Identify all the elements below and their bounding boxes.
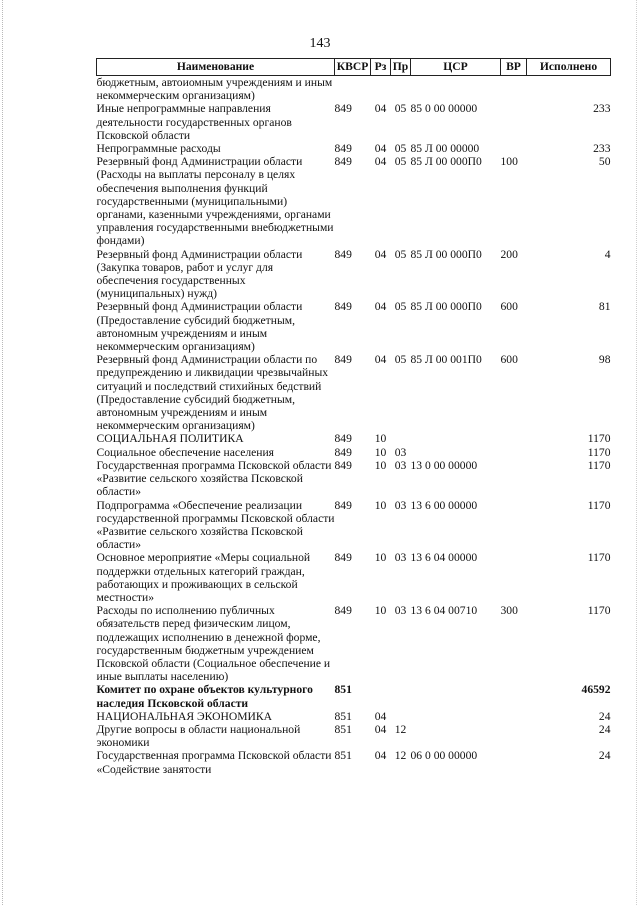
cell-name: Резервный фонд Администрации области (Предоставление субсидий бюджетным, автономным учреждениям и иным некоммерческим организациям) [96,300,303,354]
cell-done: 81 [598,300,611,314]
cell-done [527,76,611,103]
table-row [97,683,611,709]
cell-vr [501,551,527,604]
cell-rz: 04 [374,722,387,736]
table-row [97,248,611,301]
header-name: Наименование [97,59,335,76]
cell-csr: 85 Л 00 000П0 [410,247,482,261]
cell-vr [501,432,527,445]
cell-pr: 12 [394,749,407,763]
cell-name: СОЦИАЛЬНАЯ ПОЛИТИКА [96,432,244,446]
cell-done: 233 [593,102,611,116]
cell-kvsr: 849 [334,551,352,565]
cell-pr: 05 [394,300,407,314]
cell-done: 1170 [587,498,611,512]
cell-pr: 05 [394,155,407,169]
cell-name: Основное мероприятие «Меры социальной поддержки отдельных категорий граждан, работающих и проживающих в сельской местности» [96,551,311,604]
table-row [97,710,611,723]
cell-done: 24 [598,749,611,763]
cell-name: Непрограммные расходы [96,142,221,156]
cell-name: Комитет по охране объектов культурного наследия Псковской области [96,683,313,710]
cell-name: Иные непрограммные направления деятельности государственных органов Псковской области [96,102,292,142]
cell-kvsr [335,76,371,103]
cell-kvsr: 849 [334,445,352,459]
cell-csr [411,710,501,723]
cell-pr: 05 [394,142,407,156]
cell-rz: 10 [374,498,387,512]
cell-vr: 600 [500,300,518,314]
cell-csr [411,76,501,103]
cell-kvsr: 849 [334,498,352,512]
cell-vr [501,76,527,103]
cell-csr: 13 6 00 00000 [410,498,478,512]
cell-rz: 10 [374,445,387,459]
cell-kvsr: 849 [334,353,352,367]
cell-done: 1170 [587,432,611,446]
table-row [97,300,611,353]
cell-name: НАЦИОНАЛЬНАЯ ЭКОНОМИКА [96,709,273,723]
cell-rz: 04 [374,155,387,169]
cell-rz [371,683,391,709]
cell-vr [501,499,527,552]
cell-csr: 85 0 00 00000 [410,102,478,116]
cell-name: Государственная программа Псковской области «Содействие занятости [96,749,332,776]
table-body [97,76,611,776]
cell-rz: 10 [374,458,387,472]
cell-done: 46592 [581,683,611,697]
cell-csr [411,723,501,749]
cell-done: 4 [604,247,611,261]
cell-rz: 10 [374,432,387,446]
cell-vr [501,459,527,499]
cell-rz: 04 [374,709,387,723]
cell-vr [501,446,527,459]
cell-done: 50 [598,155,611,169]
cell-kvsr: 849 [334,432,352,446]
table-row [97,723,611,749]
cell-kvsr: 851 [334,683,352,697]
cell-pr [391,432,411,445]
cell-done: 24 [598,722,611,736]
cell-rz: 10 [374,604,387,618]
cell-rz: 04 [374,102,387,116]
table-row [97,353,611,432]
cell-pr [391,710,411,723]
cell-rz: 10 [374,551,387,565]
cell-rz: 04 [374,300,387,314]
cell-name: Резервный фонд Администрации области (Расходы на выплаты персоналу в целях обеспечения выполнения функций государственными (муниципальными) органами, казенными учреждениями, органами управления государственными внебюджетными фондами) [96,155,334,248]
cell-kvsr: 849 [334,155,352,169]
cell-csr: 85 Л 00 00000 [410,142,480,156]
cell-rz [371,76,391,103]
cell-name: Резервный фонд Администрации области по предупреждению и ликвидации чрезвычайных ситуаций и последствий стихийных бедствий (Предоставление субсидий бюджетным, автономным учреждениям и иным некоммерческим организациям) [96,353,329,433]
cell-done: 233 [593,142,611,156]
cell-pr: 03 [394,551,407,565]
cell-vr [501,102,527,142]
table-row [97,499,611,552]
cell-kvsr: 851 [334,722,352,736]
table-row [97,459,611,499]
cell-vr [501,710,527,723]
cell-rz: 04 [374,247,387,261]
cell-done: 1170 [587,551,611,565]
budget-table [96,58,611,776]
cell-csr: 13 0 00 00000 [410,458,478,472]
cell-done: 1170 [587,445,611,459]
table-row [97,432,611,445]
table-row [97,604,611,683]
table-row [97,142,611,155]
cell-rz: 04 [374,353,387,367]
cell-kvsr: 849 [334,458,352,472]
table-row [97,155,611,247]
header-rz: Рз [371,59,391,76]
header-done: Исполнено [527,59,611,76]
scan-edge-left [2,0,4,905]
cell-pr: 05 [394,247,407,261]
cell-pr: 03 [394,498,407,512]
cell-vr [501,683,527,709]
header-csr: ЦСР [411,59,501,76]
cell-pr [391,683,411,709]
cell-name: Расходы по исполнению публичных обязательств перед физическим лицом, подлежащих исполнению в денежной форме, государственным бюджетным учреждением Псковской области (Социальное обеспечение и иные выплаты населению) [96,604,331,684]
cell-csr: 85 Л 00 001П0 [410,353,482,367]
cell-pr: 03 [394,445,407,459]
cell-name: Другие вопросы в области национальной экономики [96,722,301,750]
cell-pr: 03 [394,458,407,472]
table-row [97,102,611,142]
cell-kvsr: 849 [334,102,352,116]
cell-kvsr: 851 [334,709,352,723]
cell-done: 1170 [587,458,611,472]
cell-csr: 06 0 00 00000 [410,749,478,763]
cell-csr: 13 6 04 00000 [410,551,478,565]
table-row [97,551,611,604]
cell-csr [411,446,501,459]
table-header-row [97,59,611,76]
scan-edge-right [636,0,638,905]
cell-kvsr: 851 [334,749,352,763]
cell-vr: 100 [500,155,518,169]
cell-vr: 200 [500,247,518,261]
header-pr: Пр [391,59,411,76]
cell-name: бюджетным, автоиомным учреждениям и иным некоммерческим организациям) [96,76,333,103]
cell-done: 98 [598,353,611,367]
cell-vr: 600 [500,353,518,367]
table-row [97,76,611,103]
cell-kvsr: 849 [334,247,352,261]
cell-csr: 85 Л 00 000П0 [410,300,482,314]
table-row [97,446,611,459]
cell-pr: 05 [394,102,407,116]
cell-name: Резервный фонд Администрации области (Закупка товаров, работ и услуг для обеспечения государственных (муниципальных) нужд) [96,247,303,301]
page-number: 143 [309,36,331,51]
cell-vr [501,749,527,775]
cell-csr [411,683,501,709]
cell-kvsr: 849 [334,604,352,618]
cell-done: 24 [598,709,611,723]
cell-done: 1170 [587,604,611,618]
cell-vr [501,723,527,749]
cell-pr [391,76,411,103]
cell-vr: 300 [500,604,518,618]
cell-vr [501,142,527,155]
cell-kvsr: 849 [334,300,352,314]
cell-rz: 04 [374,142,387,156]
cell-csr [411,432,501,445]
cell-name: Подпрограмма «Обеспечение реализации государственной программы Псковской области «Развитие сельского хозяйства Псковской области» [96,498,335,552]
table-row [97,749,611,775]
cell-csr: 85 Л 00 000П0 [410,155,482,169]
cell-csr: 13 6 04 00710 [410,604,478,618]
cell-pr: 03 [394,604,407,618]
cell-rz: 04 [374,749,387,763]
cell-pr: 12 [394,722,407,736]
header-vr: ВР [501,59,527,76]
header-kvsr: КВСР [335,59,371,76]
cell-pr: 05 [394,353,407,367]
cell-name: Социальное обеспечение населения [96,445,275,459]
cell-name: Государственная программа Псковской области «Развитие сельского хозяйства Псковской области» [96,458,332,499]
cell-kvsr: 849 [334,142,352,156]
